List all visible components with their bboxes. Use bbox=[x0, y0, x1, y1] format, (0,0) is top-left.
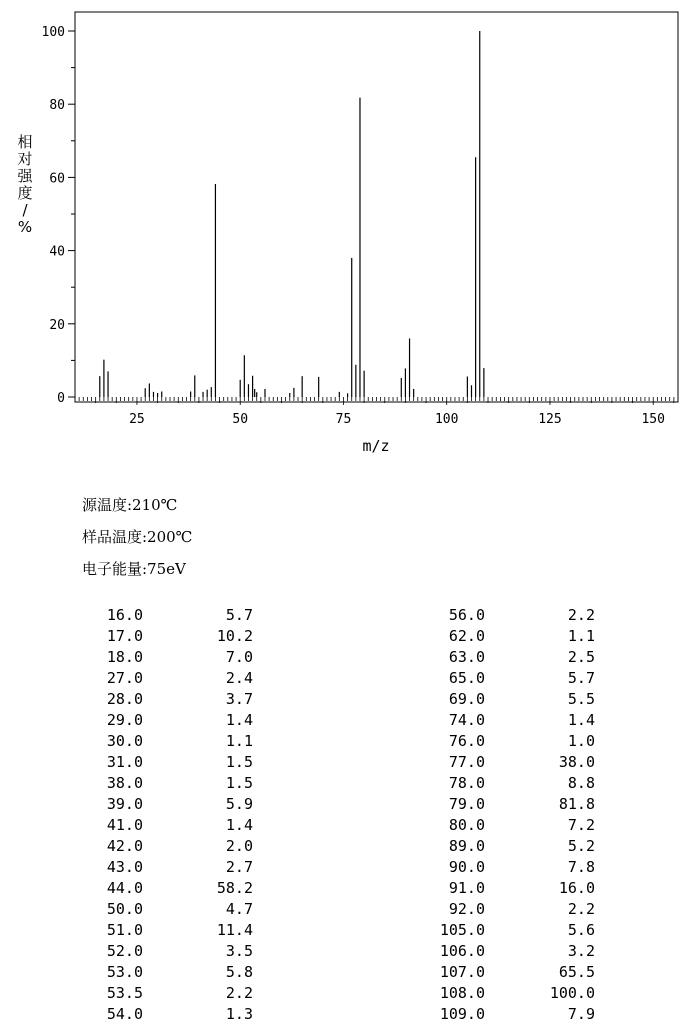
intensity-value: 5.5 bbox=[567, 690, 595, 708]
intensity-value: 2.7 bbox=[225, 858, 253, 876]
intensity-value: 65.5 bbox=[558, 963, 595, 981]
x-axis-label: m/z bbox=[362, 437, 390, 455]
intensity-value: 5.7 bbox=[225, 606, 253, 624]
intensity-value: 16.0 bbox=[558, 879, 595, 897]
intensity-value: 2.2 bbox=[567, 900, 595, 918]
mz-value: 74.0 bbox=[448, 711, 485, 729]
table-row bbox=[0, 941, 340, 962]
y-axis-label: 相对强度/ % bbox=[17, 133, 33, 236]
table-row bbox=[340, 920, 687, 941]
spectrum-peaks bbox=[100, 31, 484, 397]
intensity-value: 3.2 bbox=[567, 942, 595, 960]
mz-value: 41.0 bbox=[106, 816, 143, 834]
table-row bbox=[0, 920, 340, 941]
intensity-value: 5.6 bbox=[567, 921, 595, 939]
intensity-value: 1.4 bbox=[567, 711, 595, 729]
x-tick-label: 75 bbox=[335, 412, 352, 427]
intensity-value: 7.9 bbox=[567, 1005, 595, 1023]
intensity-value: 5.9 bbox=[225, 795, 253, 813]
table-row bbox=[340, 878, 687, 899]
intensity-value: 2.4 bbox=[225, 669, 253, 687]
table-row bbox=[0, 815, 340, 836]
table-row bbox=[0, 1004, 340, 1025]
table-row bbox=[340, 668, 687, 689]
mz-value: 28.0 bbox=[106, 690, 143, 708]
table-row bbox=[0, 878, 340, 899]
mz-value: 53.0 bbox=[106, 963, 143, 981]
source-temperature: 源温度:210℃ bbox=[82, 496, 178, 514]
mz-value: 78.0 bbox=[448, 774, 485, 792]
mz-value: 108.0 bbox=[439, 984, 485, 1002]
table-row bbox=[340, 710, 687, 731]
intensity-value: 58.2 bbox=[216, 879, 253, 897]
intensity-value: 11.4 bbox=[216, 921, 253, 939]
intensity-value: 81.8 bbox=[558, 795, 595, 813]
table-row bbox=[340, 815, 687, 836]
y-tick-label: 20 bbox=[49, 317, 65, 333]
intensity-value: 5.7 bbox=[567, 669, 595, 687]
mz-value: 44.0 bbox=[106, 879, 143, 897]
x-tick-label: 150 bbox=[641, 412, 665, 427]
mz-value: 89.0 bbox=[448, 837, 485, 855]
mz-value: 16.0 bbox=[106, 606, 143, 624]
mz-value: 105.0 bbox=[439, 921, 485, 939]
intensity-value: 2.0 bbox=[225, 837, 253, 855]
table-row bbox=[0, 710, 340, 731]
y-tick-label: 100 bbox=[41, 25, 65, 40]
mz-value: 50.0 bbox=[106, 900, 143, 918]
intensity-value: 100.0 bbox=[549, 984, 595, 1002]
table-row bbox=[0, 626, 340, 647]
mz-value: 80.0 bbox=[448, 816, 485, 834]
table-row bbox=[0, 983, 340, 1004]
table-row bbox=[0, 857, 340, 878]
x-tick-label: 50 bbox=[232, 412, 249, 427]
mz-value: 42.0 bbox=[106, 837, 143, 855]
mz-value: 39.0 bbox=[106, 795, 143, 813]
intensity-value: 7.8 bbox=[567, 858, 595, 876]
table-row bbox=[340, 941, 687, 962]
mz-value: 77.0 bbox=[448, 753, 485, 771]
table-row bbox=[340, 731, 687, 752]
mz-value: 90.0 bbox=[448, 858, 485, 876]
intensity-value: 8.8 bbox=[567, 774, 595, 792]
mass-spectrum-chart bbox=[0, 0, 687, 470]
table-row bbox=[0, 731, 340, 752]
table-row bbox=[340, 836, 687, 857]
mz-value: 76.0 bbox=[448, 732, 485, 750]
table-row bbox=[0, 794, 340, 815]
mz-value: 27.0 bbox=[106, 669, 143, 687]
mz-value: 63.0 bbox=[448, 648, 485, 666]
y-tick-label: 0 bbox=[57, 391, 65, 406]
table-row bbox=[0, 689, 340, 710]
intensity-value: 1.5 bbox=[225, 774, 253, 792]
mz-value: 18.0 bbox=[106, 648, 143, 666]
intensity-value: 2.2 bbox=[567, 606, 595, 624]
intensity-value: 5.8 bbox=[225, 963, 253, 981]
table-row bbox=[340, 857, 687, 878]
table-row bbox=[340, 899, 687, 920]
intensity-value: 7.2 bbox=[567, 816, 595, 834]
mz-value: 106.0 bbox=[439, 942, 485, 960]
table-row bbox=[340, 983, 687, 1004]
mz-value: 52.0 bbox=[106, 942, 143, 960]
mz-value: 79.0 bbox=[448, 795, 485, 813]
mz-value: 109.0 bbox=[439, 1005, 485, 1023]
mz-value: 29.0 bbox=[106, 711, 143, 729]
intensity-value: 2.2 bbox=[225, 984, 253, 1002]
mz-value: 69.0 bbox=[448, 690, 485, 708]
mz-value: 91.0 bbox=[448, 879, 485, 897]
table-row bbox=[340, 752, 687, 773]
y-axis-ticks bbox=[42, 25, 75, 406]
mz-value: 65.0 bbox=[448, 669, 485, 687]
mz-value: 43.0 bbox=[106, 858, 143, 876]
y-tick-label: 80 bbox=[49, 98, 65, 114]
intensity-value: 1.1 bbox=[225, 732, 253, 750]
table-row bbox=[340, 689, 687, 710]
electron-energy: 电子能量:75eV bbox=[82, 560, 186, 578]
intensity-value: 3.7 bbox=[225, 690, 253, 708]
mz-value: 51.0 bbox=[106, 921, 143, 939]
intensity-value: 7.0 bbox=[225, 648, 253, 666]
table-row bbox=[0, 962, 340, 983]
table-row bbox=[0, 773, 340, 794]
table-row bbox=[0, 899, 340, 920]
y-tick-label: 40 bbox=[49, 244, 65, 260]
y-tick-label: 60 bbox=[49, 171, 65, 187]
table-row bbox=[0, 647, 340, 668]
table-row bbox=[0, 836, 340, 857]
mz-value: 17.0 bbox=[106, 627, 143, 645]
mz-value: 62.0 bbox=[448, 627, 485, 645]
intensity-value: 1.4 bbox=[225, 711, 253, 729]
intensity-value: 10.2 bbox=[216, 627, 253, 645]
intensity-value: 1.5 bbox=[225, 753, 253, 771]
intensity-value: 3.5 bbox=[225, 942, 253, 960]
mz-value: 54.0 bbox=[106, 1005, 143, 1023]
mz-value: 31.0 bbox=[106, 753, 143, 771]
intensity-value: 1.1 bbox=[567, 627, 595, 645]
sample-temperature: 样品温度:200℃ bbox=[82, 528, 193, 546]
intensity-value: 2.5 bbox=[567, 648, 595, 666]
mz-value: 38.0 bbox=[106, 774, 143, 792]
intensity-value: 1.4 bbox=[225, 816, 253, 834]
plot-frame bbox=[75, 12, 678, 402]
table-row bbox=[340, 1004, 687, 1025]
x-tick-label: 25 bbox=[129, 412, 145, 427]
mz-value: 56.0 bbox=[448, 606, 485, 624]
table-row bbox=[340, 773, 687, 794]
x-tick-label: 100 bbox=[434, 412, 459, 427]
table-row bbox=[0, 752, 340, 773]
table-row bbox=[340, 647, 687, 668]
table-row bbox=[340, 962, 687, 983]
x-tick-label: 125 bbox=[538, 412, 562, 427]
mz-value: 107.0 bbox=[439, 963, 485, 981]
table-row bbox=[0, 605, 340, 626]
intensity-value: 1.3 bbox=[225, 1005, 253, 1023]
table-row bbox=[340, 605, 687, 626]
table-row bbox=[0, 668, 340, 689]
intensity-value: 4.7 bbox=[225, 900, 253, 918]
intensity-value: 5.2 bbox=[567, 837, 595, 855]
mz-value: 92.0 bbox=[448, 900, 485, 918]
intensity-value: 1.0 bbox=[567, 732, 595, 750]
table-row bbox=[340, 626, 687, 647]
intensity-value: 38.0 bbox=[558, 753, 595, 771]
table-row bbox=[340, 794, 687, 815]
mz-value: 53.5 bbox=[106, 984, 143, 1002]
mz-value: 30.0 bbox=[106, 732, 143, 750]
